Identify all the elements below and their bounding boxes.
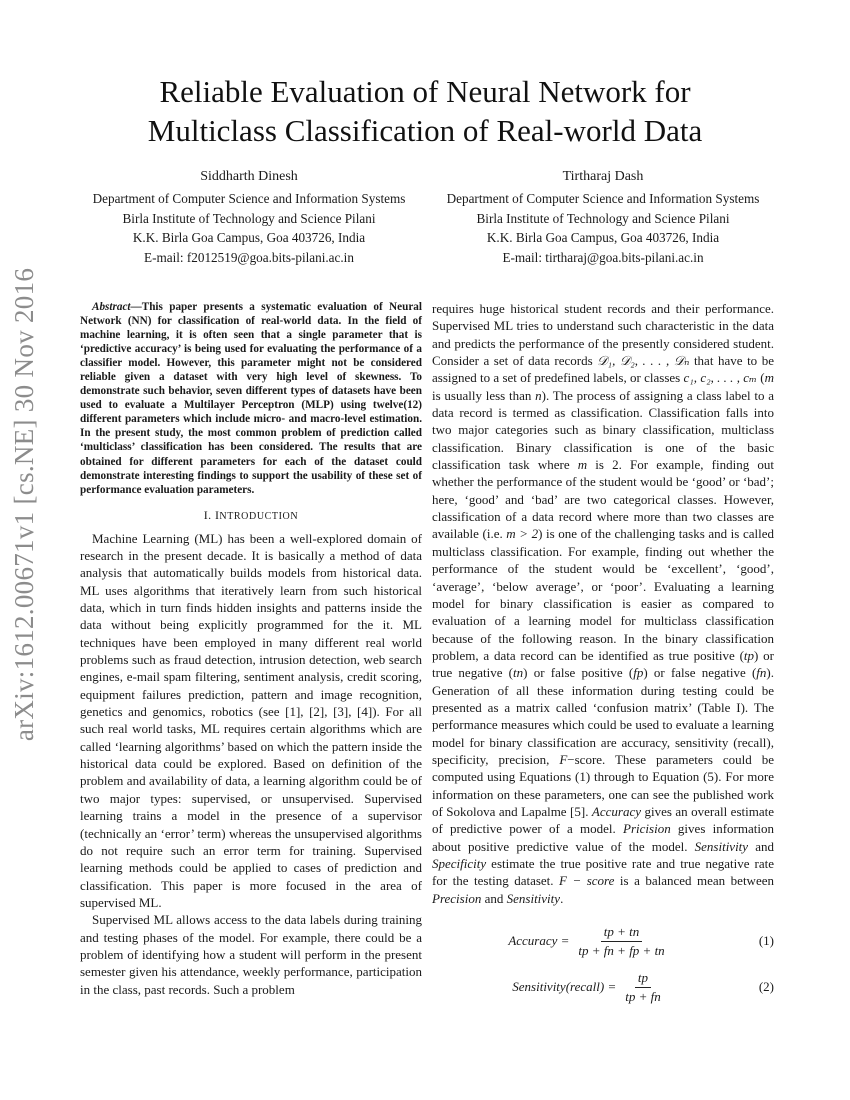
math-pricision: Pricision <box>623 821 671 837</box>
section-numeral: I. I <box>203 507 220 522</box>
math-m-gt-2: m > 2 <box>506 526 539 542</box>
math-f-score: F − score <box>559 873 615 889</box>
equation-number: (2) <box>758 979 774 995</box>
math-f: F <box>559 751 568 767</box>
math-n: n <box>535 387 542 403</box>
math-data-records: 𝒟₁, 𝒟₂, . . . , 𝒟ₙ <box>597 353 690 369</box>
text-run: is 2. For example, finding out whether the performance of the student would be ‘good’ or ‘bad’; here, ‘good’ and ‘bad’ are two categorical classes. However, classification of a data record where more than two classes are available (i.e. <box>432 457 774 542</box>
math-fn: fn <box>756 665 767 681</box>
equation-numerator: tp <box>635 970 651 988</box>
equation-numerator: tp + tn <box>601 924 643 942</box>
author-name: Tirtharaj Dash <box>562 169 644 184</box>
math-m: m <box>577 457 588 473</box>
text-run: is usually less than <box>432 387 536 403</box>
author-campus: K.K. Birla Goa Campus, Goa 403726, India <box>486 230 720 245</box>
text-run: ) or false negative ( <box>643 665 757 681</box>
text-run: that have to be assigned to a set of predefined labels, or classes <box>432 353 774 386</box>
equation-number: (1) <box>758 933 774 949</box>
equation-denominator: tp + fn + fp + tn <box>578 942 665 958</box>
text-run: . <box>560 890 564 906</box>
text-run: gives an overall estimate of predictive power of a model. <box>432 803 774 837</box>
equation-2 <box>432 969 774 1005</box>
equation-lhs: Accuracy = <box>508 933 570 949</box>
author-email: E-mail: f2012519@goa.bits-pilani.ac.in <box>144 249 354 265</box>
text-run: requires huge historical student records and their performance. Supervised ML tries to understand such characteristic in the data and predicts the performance of the presently considered student. Consider a set of data records <box>432 301 774 369</box>
math-fp: fp <box>633 665 644 681</box>
equation-fraction <box>575 924 667 959</box>
author-email: E-mail: tirtharaj@goa.bits-pilani.ac.in <box>502 249 704 265</box>
paper-title-line-1: Reliable Evaluation of Neural Network for <box>159 74 691 109</box>
equation-1 <box>432 923 774 959</box>
right-paragraph <box>432 300 774 907</box>
equation-denominator: tp + fn <box>625 988 661 1004</box>
intro-paragraph-1: Machine Learning (ML) has been a well-explored domain of research in the present decade. It is basically a method of data analysis that automatically builds models from historical data. ML uses algorithms that iteratively learn from such historical data, which in turn finds hidden insights and patterns inside the data without being explicitly programmed for the it. ML techniques have been employed in many different real world problems such as fraud detection, intrusion detection, web search engines, e-mail spam filtering, sentiment analysis, credit scoring, equipment failures prediction, pattern and image recognition, genetics and genomics, robotics (see [1], [2], [3], [4]). For all such real world tasks, ML requires certain algorithms which are called ‘learning algorithms’ based on which the pattern inside the historical data could be explored. Based on definition of the problem and availability of data, a learning algorithm could be of two major types: supervised, or unsupervised. Supervised learning trains a model in the presence of a supervisor (technically an ‘error’ term) whereas the unsupervised algorithms do not require such an error term for training. Supervised learning methods could be applied to cases of prediction and classification. This paper is more focused in the area of supervised ML. <box>80 530 422 910</box>
paper-title <box>80 72 770 150</box>
left-column <box>80 300 422 998</box>
author-block-1 <box>74 167 424 267</box>
equation-fraction <box>622 970 664 1005</box>
arxiv-stamp-text: arXiv:1612.00671v1 [cs.NE] 30 Nov 2016 <box>9 267 40 741</box>
math-sensitivity: Sensitivity <box>694 838 749 854</box>
text-run: ) is one of the challenging tasks and is called multiclass classification. For example, finding out whether the performance of the student would be ‘excellent’, ‘good’, ‘average’, ‘below average’, or ‘poor’. Evaluating a learning model for binary classification is easier as compared to evaluation of a learning model for multiclass classification because of the following reason. In the binary classification problem, a data record can be identified as true positive ( <box>432 526 774 663</box>
abstract-label: Abstract <box>92 301 131 313</box>
text-run: ) or true negative ( <box>432 647 774 681</box>
right-column <box>432 300 774 1005</box>
author-campus: K.K. Birla Goa Campus, Goa 403726, India <box>132 230 366 245</box>
author-name: Siddharth Dinesh <box>200 169 298 184</box>
abstract-text: —This paper presents a systematic evaluation of Neural Network (NN) for classification of real-world data. In the field of machine learning, it is often seen that a single parameter that is ‘predictive accuracy’ is being used for evaluating the performance of a classifier model. However, this parameter might not be considered reliable given a dataset with very high level of skewness. To demonstrate such behavior, seven different types of datasets have been used to evaluate a Multilayer Perceptron (MLP) using twelve(12) different parameters which include micro- and macro-level estimation. In the present study, the most common problem of prediction called ‘multiclass’ classification has been considered. The results that are obtained for different parameters for each of the dataset could demonstrate interesting findings to support the usability of these set of performance evaluation parameters. <box>80 301 422 496</box>
text-run: ). The process of assigning a class label to a data record is termed as classification. Classification falls into two major categories such as binary classification, multiclass classification. Binary classification is one of the basic classification task where <box>432 387 775 473</box>
math-sensitivity: Sensitivity <box>506 890 561 906</box>
math-accuracy: Accuracy <box>591 803 642 819</box>
math-tn: tn <box>513 665 524 681</box>
author-block-2 <box>428 167 778 267</box>
author-institute: Birla Institute of Technology and Science Pilani <box>476 210 730 226</box>
section-title-smallcaps: NTRODUCTION <box>219 510 299 522</box>
paper-title-line-2: Multiclass Classification of Real-world Data <box>147 113 703 148</box>
text-run: ) or false positive ( <box>523 665 634 681</box>
math-precision: Precision <box>432 890 482 906</box>
arxiv-stamp <box>2 260 48 748</box>
text-run: and <box>748 838 774 854</box>
author-department: Department of Computer Science and Information Systems <box>446 191 760 206</box>
text-run: gives information about positive predictive value of the model. <box>432 821 774 854</box>
equation-lhs: Sensitivity(recall) = <box>512 979 617 995</box>
text-run: ( <box>756 370 765 386</box>
intro-paragraph-2: Supervised ML allows access to the data labels during training and testing phases of the model. For example, there could be a problem of identifying how a student will perform in the present semester given his attendance, weekly performance, participation in the class, past records. Such a problem <box>80 912 422 997</box>
text-run: −score. These parameters could be computed using Equations (1) through to Equation (5). For more information on these parameters, one can see the published work of Sokolova and Lapalme [5]. <box>432 751 774 819</box>
math-tp: tp <box>743 647 755 663</box>
math-specificity: Specificity <box>432 856 487 871</box>
abstract <box>80 300 422 497</box>
author-department: Department of Computer Science and Information Systems <box>92 191 406 206</box>
math-m: m <box>764 370 774 386</box>
section-heading-introduction <box>80 507 422 525</box>
text-run: and <box>481 890 507 906</box>
text-run: ). Generation of all these information during testing could be presented as a matrix called ‘confusion matrix’ (Table I). The performance measures which could be used to evaluate a learning model for binary classification are accuracy, sensitivity (recall), specificity, precision, <box>432 665 774 767</box>
text-run: estimate the true positive rate and true negative rate for the testing dataset. <box>432 856 774 889</box>
math-classes: c₁, c₂, . . . , cₘ <box>683 370 757 386</box>
author-institute: Birla Institute of Technology and Science Pilani <box>122 210 376 226</box>
text-run: is a balanced mean between <box>614 873 774 889</box>
